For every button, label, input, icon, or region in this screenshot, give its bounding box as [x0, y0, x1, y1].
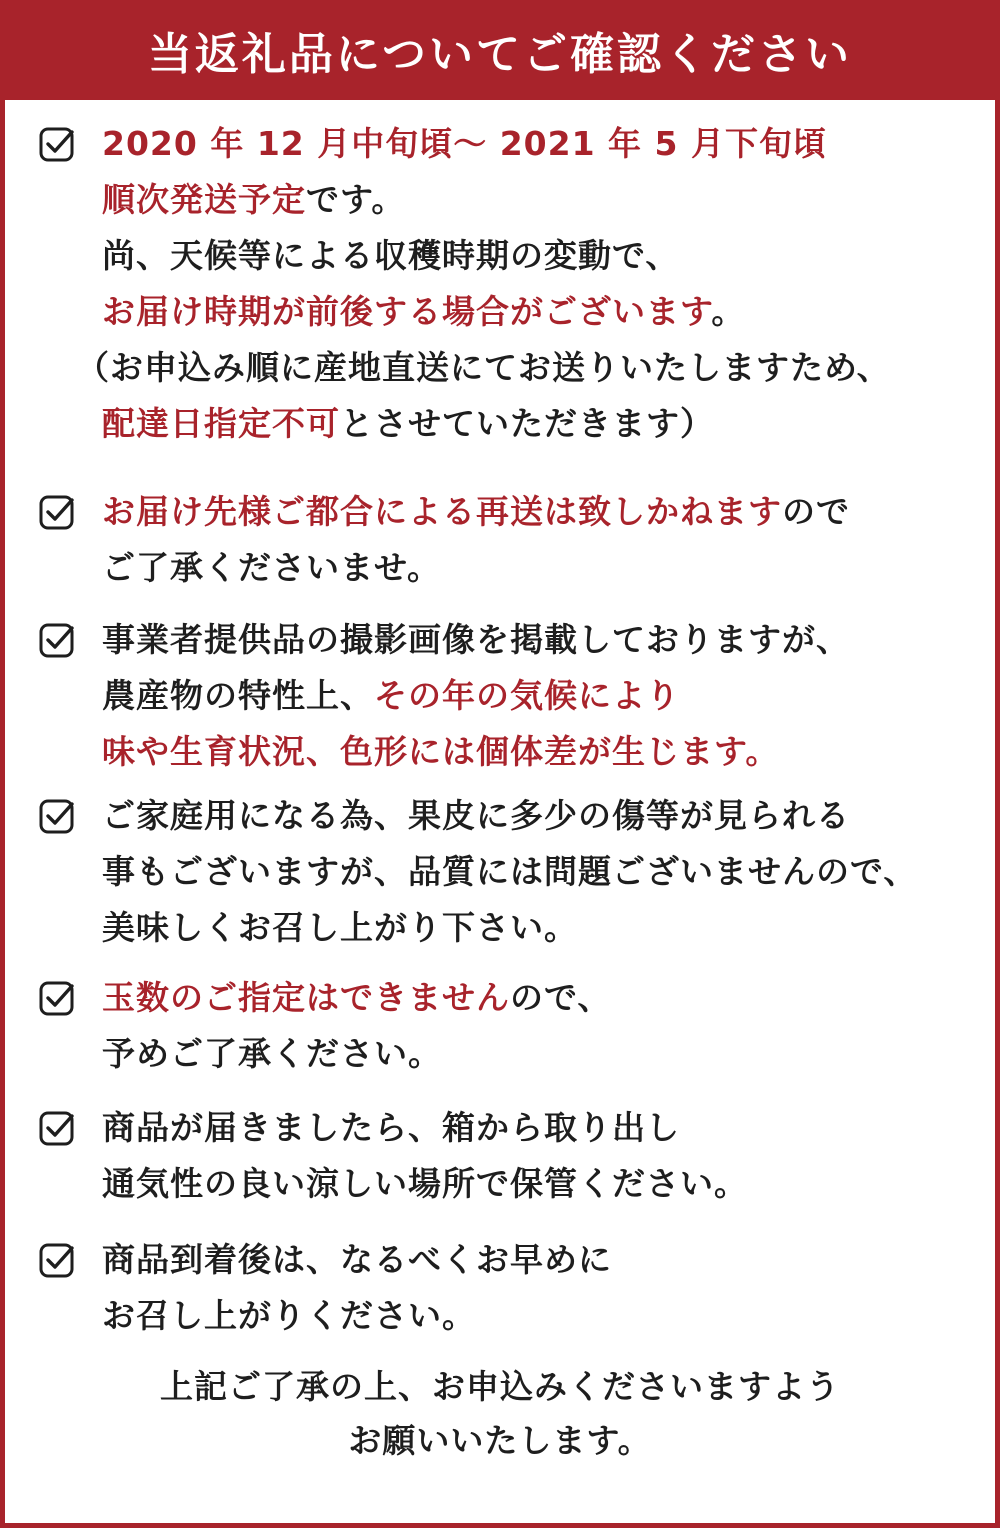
- notice-text: [102, 788, 917, 956]
- highlight-text: その年の気候により: [374, 676, 680, 715]
- notice-line: [102, 540, 850, 596]
- highlight-text: 味や生育状況、色形には個体差が生じます。: [102, 732, 780, 771]
- body-text: 商品到着後は、なるべくお早めに: [102, 1240, 612, 1279]
- checkbox-check-icon: [39, 622, 75, 658]
- body-text: お召し上がりください。: [102, 1296, 476, 1335]
- body-text: 通気性の良い涼しい場所で保管ください。: [102, 1164, 748, 1203]
- body-text: です。: [306, 180, 406, 219]
- notice-line: [102, 788, 917, 844]
- notice-line: [102, 396, 891, 452]
- body-text: 商品が届きましたら、箱から取り出し: [102, 1108, 680, 1147]
- highlight-text: 配達日指定不可: [102, 404, 340, 443]
- notice-line: [102, 172, 891, 228]
- notice-line: [102, 1232, 612, 1288]
- body-text: 予めご了承ください。: [102, 1034, 442, 1073]
- checkbox-check-icon: [39, 1242, 75, 1278]
- body-text: とさせていただきます）: [340, 404, 714, 443]
- notice-line: [102, 668, 850, 724]
- body-text: 農産物の特性上、: [102, 676, 374, 715]
- body-text: ので: [782, 492, 850, 531]
- notice-text: [102, 1232, 612, 1344]
- notice-line: [102, 1156, 748, 1212]
- notice-text: [102, 970, 611, 1082]
- highlight-text: 順次発送予定: [102, 180, 306, 219]
- notice-text: [76, 116, 891, 452]
- notice-line: [102, 284, 891, 340]
- notice-line: [102, 1100, 748, 1156]
- body-text: （お申込み順に産地直送にてお送りいたしますため、: [76, 348, 891, 387]
- notice-line: [102, 1288, 612, 1344]
- notice-line: [76, 340, 891, 396]
- notice-line: [102, 900, 917, 956]
- highlight-text: 2020 年 12 月中旬頃〜 2021 年 5 月下旬頃: [102, 124, 827, 163]
- notice-text: [102, 612, 850, 780]
- closing-message: [0, 1360, 1000, 1468]
- notice-line: [102, 116, 891, 172]
- checkbox-check-icon: [39, 980, 75, 1016]
- notice-line: [102, 724, 850, 780]
- highlight-text: お届け先様ご都合による再送は致しかねます: [102, 492, 782, 531]
- body-text: ご了承くださいませ。: [102, 548, 442, 587]
- highlight-text: お届け時期が前後する場合がございます: [102, 292, 712, 331]
- notice-line: [102, 970, 611, 1026]
- notice-line: [102, 484, 850, 540]
- notice-line: [102, 612, 850, 668]
- notice-line: [102, 228, 891, 284]
- body-text: 美味しくお召し上がり下さい。: [102, 908, 578, 947]
- body-text: 尚、天候等による収穫時期の変動で、: [102, 236, 680, 275]
- closing-line: 上記ご了承の上、お申込みくださいますよう: [160, 1367, 840, 1406]
- checkbox-check-icon: [39, 494, 75, 530]
- notice-text: [102, 484, 850, 596]
- body-text: 事もございますが、品質には問題ございませんので、: [102, 852, 918, 891]
- checkbox-check-icon: [39, 798, 75, 834]
- notice-text: [102, 1100, 748, 1212]
- checkbox-check-icon: [39, 1110, 75, 1146]
- notice-line: [102, 1026, 611, 1082]
- page-title: 当返礼品についてご確認ください: [0, 0, 1000, 100]
- body-text: ので、: [510, 978, 612, 1017]
- body-text: 事業者提供品の撮影画像を掲載しておりますが、: [102, 620, 850, 659]
- checkbox-check-icon: [39, 126, 75, 162]
- body-text: 。: [711, 292, 746, 331]
- highlight-text: 玉数のご指定はできません: [102, 978, 510, 1017]
- body-text: ご家庭用になる為、果皮に多少の傷等が見られる: [102, 796, 850, 835]
- notice-line: [102, 844, 917, 900]
- closing-line: お願いいたします。: [348, 1421, 652, 1460]
